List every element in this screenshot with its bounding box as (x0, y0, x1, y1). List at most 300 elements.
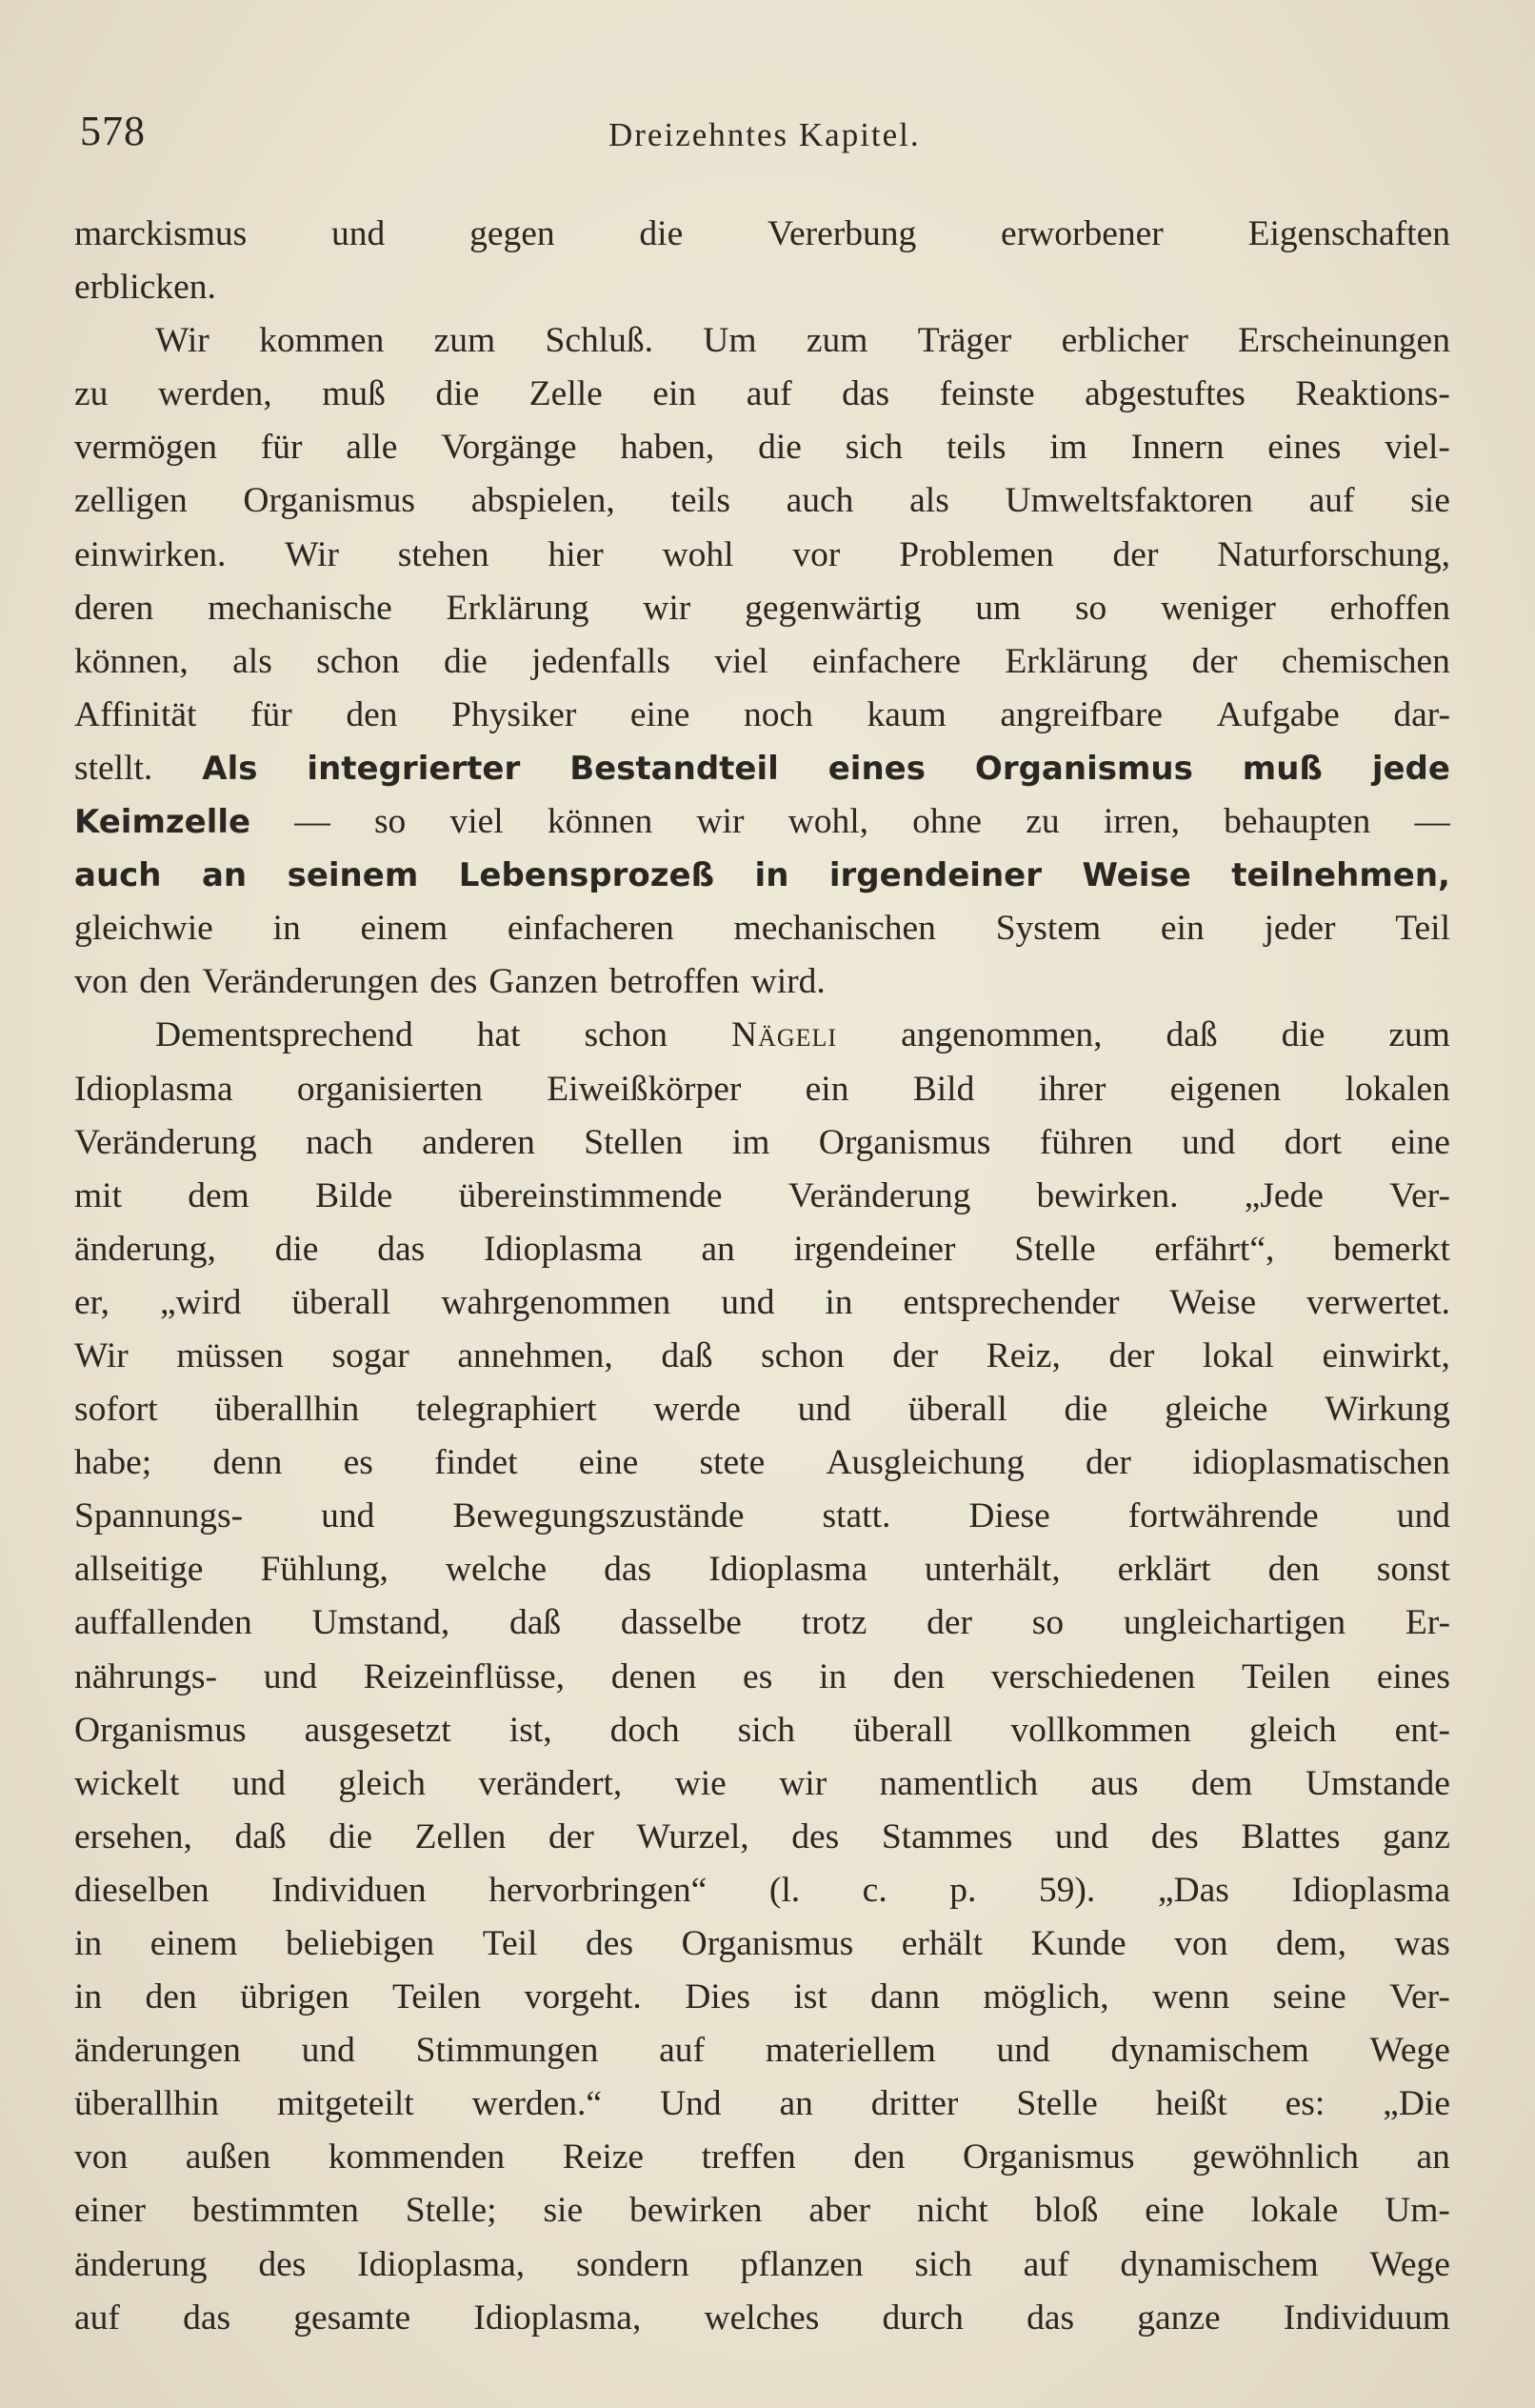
word: Wege (1369, 2031, 1450, 2071)
word: Affinität (74, 694, 197, 734)
word: teils (670, 481, 730, 521)
word: und (1396, 1496, 1450, 1536)
word: und (996, 2031, 1050, 2071)
text-line (74, 635, 1450, 689)
text-line (74, 2292, 1450, 2345)
text-line (74, 1436, 1450, 1490)
word: mechanische (208, 588, 392, 628)
word: erblicken. (74, 268, 216, 308)
word: des (258, 2244, 307, 2284)
word: ent- (1394, 1710, 1450, 1750)
word: ein (652, 374, 697, 414)
word: wenn (1152, 1977, 1230, 2017)
word: kommenden (328, 2137, 506, 2177)
word: pflanzen (740, 2244, 864, 2284)
word: Fühlung, (260, 1550, 389, 1590)
text-line (74, 582, 1450, 635)
word: wir (779, 1763, 827, 1803)
word: an (779, 2084, 813, 2124)
word: ersehen, (74, 1816, 192, 1856)
word: Zelle (528, 374, 603, 414)
text-line (74, 1757, 1450, 1811)
word: Dementsprechend (155, 1015, 413, 1055)
word: dynamischem (1120, 2244, 1319, 2284)
word: zum (806, 321, 868, 361)
word: Diese (968, 1496, 1050, 1536)
word: gegenwärtig (745, 588, 922, 628)
word: jedenfalls (531, 641, 670, 681)
word: Erklärung (1005, 641, 1148, 681)
word: fortwährende (1127, 1496, 1319, 1536)
word: vorgeht. (524, 1977, 642, 2017)
word: den (139, 962, 191, 1002)
word: sondern (575, 2244, 689, 2284)
word: sonst (1376, 1550, 1450, 1590)
word: betroffen (608, 962, 740, 1002)
word: in (754, 856, 789, 895)
word: nach (305, 1122, 373, 1162)
word: dort (1284, 1122, 1343, 1162)
word: eines (1376, 1656, 1450, 1696)
word: zu (74, 374, 109, 414)
text-line (74, 955, 1450, 1009)
word: Veränderungen (202, 962, 419, 1002)
word: Physiker (451, 694, 577, 734)
word: vor (792, 534, 841, 574)
text-line (74, 1811, 1450, 1864)
word: einwirken. (74, 534, 227, 574)
word: Reize (562, 2137, 645, 2177)
word: Organismus (962, 2137, 1135, 2177)
word: treffen (701, 2137, 796, 2177)
word: gegen (469, 214, 555, 253)
page-number: 578 (80, 108, 146, 154)
word: Vererbung (768, 214, 917, 253)
word: erklärt (1117, 1550, 1211, 1590)
word: werde (653, 1390, 741, 1430)
word: erworbener (1001, 214, 1164, 253)
word: der (1086, 1443, 1131, 1483)
word: wohl (662, 534, 734, 574)
word: nicht (916, 2191, 988, 2231)
word: daß (1166, 1015, 1218, 1055)
word: habe; (74, 1443, 152, 1483)
word: Kunde (1030, 1924, 1126, 1963)
word: einwirkt, (1322, 1335, 1450, 1375)
word: Organismus (74, 1710, 247, 1750)
word: das (604, 1550, 652, 1590)
word: kommen (259, 321, 385, 361)
word: überall (853, 1710, 953, 1750)
word: angreifbare (1000, 694, 1164, 734)
word: ein (805, 1069, 849, 1109)
word: trotz (801, 1603, 867, 1643)
word: viel- (1385, 428, 1450, 468)
word: abspielen, (470, 481, 615, 521)
word: organisierten (296, 1069, 483, 1109)
word: für (260, 428, 303, 468)
word: von (74, 962, 129, 1002)
word: chemischen (1281, 641, 1450, 681)
word: telegraphiert (416, 1390, 597, 1430)
text-line (74, 1704, 1450, 1757)
text-line (74, 2238, 1450, 2292)
word: wir (643, 588, 691, 628)
word: überallhin (74, 2084, 220, 2124)
word: Weise (1082, 856, 1191, 895)
text-line (74, 1596, 1450, 1650)
word: auf (1023, 2244, 1069, 2284)
word: als (232, 641, 272, 681)
word: unterhält, (924, 1550, 1061, 1590)
word: entsprechender (903, 1282, 1120, 1322)
word: wird. (750, 962, 826, 1002)
word: deren (74, 588, 154, 628)
word: teilnehmen, (1231, 856, 1450, 895)
text-line (74, 1223, 1450, 1276)
word: Eigenschaften (1247, 214, 1450, 253)
word: 59). (1038, 1870, 1096, 1910)
word: ein (1160, 909, 1205, 949)
word: feinste (939, 374, 1035, 414)
word: Bestandteil (569, 749, 779, 788)
word: lokale (1250, 2191, 1339, 2231)
word: Reizeinflüsse, (363, 1656, 566, 1696)
word: namentlich (879, 1763, 1039, 1803)
word: verwertet. (1306, 1282, 1450, 1322)
word: und (797, 1390, 851, 1430)
word: noch (743, 694, 813, 734)
word: seinem (287, 856, 419, 895)
word: gewöhnlich (1192, 2137, 1359, 2177)
word: die (1281, 1015, 1326, 1055)
word: dritter (870, 2084, 959, 2124)
word: bloß (1034, 2191, 1099, 2231)
word: zelligen (74, 481, 188, 521)
word: den (892, 1656, 946, 1696)
word: des (429, 962, 478, 1002)
word: materiellem (765, 2031, 936, 2071)
word: gleichwie (74, 909, 213, 949)
word: einem (360, 909, 449, 949)
word: von (74, 2137, 129, 2177)
text-line (74, 1330, 1450, 1383)
word: eines (827, 749, 926, 788)
word: gleich (1248, 1710, 1337, 1750)
word: Idioplasma, (473, 2298, 642, 2338)
text-line (74, 795, 1450, 849)
word: „Das (1157, 1870, 1229, 1910)
word: alle (346, 428, 398, 468)
word: den (145, 1977, 197, 2017)
word: Eiweißkörper (547, 1069, 742, 1109)
word: kaum (867, 694, 947, 734)
word: findet (434, 1443, 518, 1483)
word: hervorbringen“ (488, 1870, 708, 1910)
word: änderung, (74, 1229, 216, 1269)
word: der (1112, 534, 1159, 574)
word: als (909, 481, 949, 521)
text-line (74, 742, 1450, 795)
word: Stammes (881, 1816, 1013, 1856)
word: aus (1090, 1763, 1139, 1803)
word: bewirken (629, 2191, 763, 2231)
word: bemerkt (1333, 1229, 1450, 1269)
word: mechanischen (733, 909, 936, 949)
word: „Jede (1244, 1175, 1324, 1215)
word: dann (870, 1977, 941, 2017)
word: und (1054, 1816, 1109, 1856)
word: seine (1272, 1977, 1346, 2017)
text-line (74, 1009, 1450, 1062)
word: mitgeteilt (276, 2084, 414, 2124)
word: auf (746, 374, 792, 414)
running-head: Dreizehntes Kapitel. (608, 116, 921, 153)
text-line (74, 689, 1450, 742)
word: in (825, 1282, 853, 1322)
word: was (1394, 1924, 1450, 1963)
text-line (74, 1543, 1450, 1596)
word: auf (74, 2298, 120, 2338)
word: sich (914, 2244, 972, 2284)
word: änderungen (74, 2031, 241, 2071)
word: änderung (74, 2244, 208, 2284)
word: Blattes (1241, 1816, 1341, 1856)
word: im (1049, 428, 1087, 468)
word: zum (1388, 1015, 1450, 1055)
text-line (74, 1383, 1450, 1436)
word: abgestuftes (1085, 374, 1246, 414)
word: Stellen (584, 1122, 684, 1162)
word: stete (699, 1443, 766, 1483)
word: welche (445, 1550, 548, 1590)
word: Teil (482, 1924, 538, 1963)
word: Reiz, (986, 1335, 1061, 1375)
word: sogar (331, 1335, 409, 1375)
word: zum (433, 321, 496, 361)
word: eine (578, 1443, 639, 1483)
word: hier (548, 534, 604, 574)
word: den (853, 2137, 906, 2177)
word: erhält (901, 1924, 984, 1963)
word: idioplasmatischen (1192, 1443, 1450, 1483)
text-line (74, 1276, 1450, 1330)
word: denn (212, 1443, 283, 1483)
word: sich (737, 1710, 796, 1750)
word: die (329, 1816, 373, 1856)
word: übereinstimmende (458, 1175, 723, 1215)
word: so (373, 802, 407, 842)
word: die (639, 214, 684, 253)
word: weniger (1161, 588, 1276, 628)
word: Organismus (243, 481, 415, 521)
word: einfacheren (507, 909, 674, 949)
word: die (758, 428, 802, 468)
word: viel (714, 641, 768, 681)
word: Umstande (1305, 1763, 1450, 1803)
word: wohl, (787, 802, 868, 842)
word: Idioplasma (74, 1069, 233, 1109)
word: einfachere (811, 641, 961, 681)
word: daß (508, 1603, 562, 1643)
word: der (1191, 641, 1238, 681)
word: zu (1026, 802, 1060, 842)
word: schon (761, 1335, 845, 1375)
word: Ver- (1389, 1175, 1450, 1215)
word: des (791, 1816, 840, 1856)
word: (l. (768, 1870, 801, 1910)
word: hat (476, 1015, 521, 1055)
word: ganze (1137, 2298, 1221, 2338)
word: überall (907, 1390, 1007, 1430)
word: dasselbe (620, 1603, 742, 1643)
word: sofort (74, 1390, 158, 1430)
word: Stelle (1014, 1229, 1096, 1269)
word: Veränderung (74, 1122, 257, 1162)
word: verschiedenen (990, 1656, 1196, 1696)
word: das (183, 2298, 231, 2338)
word: marckismus (74, 214, 248, 253)
word: Lebensprozeß (458, 856, 715, 895)
word: ist (793, 1977, 827, 2017)
word: Naturforschung, (1217, 534, 1450, 574)
text-line (74, 2077, 1450, 2131)
text-line (74, 1170, 1450, 1223)
word: er, (74, 1282, 110, 1322)
word: Wir (285, 534, 339, 574)
word: heißt (1155, 2084, 1227, 2124)
word: Ganzen (488, 962, 598, 1002)
word: nährungs- (74, 1656, 217, 1696)
word: „wird (159, 1282, 242, 1322)
word: dynamischem (1110, 2031, 1309, 2071)
word: Organismus (974, 749, 1193, 788)
word: Dies (685, 1977, 750, 2017)
word: so (1031, 1603, 1065, 1643)
word: wickelt (74, 1763, 180, 1803)
word: übrigen (240, 1977, 349, 2017)
word: irgendeiner (793, 1229, 956, 1269)
word: Veränderung (787, 1175, 971, 1215)
word: müssen (176, 1335, 284, 1375)
word: es (743, 1656, 773, 1696)
word: es: (1285, 2084, 1326, 2124)
word: System (995, 909, 1102, 949)
word: Teilen (392, 1977, 482, 2017)
word: ist, (508, 1710, 552, 1750)
word: vermögen (74, 428, 217, 468)
word: bewirken. (1036, 1175, 1179, 1215)
word: verändert, (478, 1763, 623, 1803)
word: Um (703, 321, 757, 361)
word: beliebigen (285, 1924, 435, 1963)
word: werden, (157, 374, 272, 414)
text-line (74, 314, 1450, 368)
word: anderen (422, 1122, 535, 1162)
word: — (294, 802, 330, 842)
word: muß (1242, 749, 1323, 788)
word: in (819, 1656, 847, 1696)
text-line (74, 2131, 1450, 2184)
word: der (927, 1603, 973, 1643)
word: und (321, 1496, 375, 1536)
word: daß (661, 1335, 713, 1375)
word: überall (291, 1282, 391, 1322)
word: Erklärung (446, 588, 589, 628)
word: an (201, 856, 248, 895)
word: das (377, 1229, 426, 1269)
word: c. (862, 1870, 887, 1910)
word: die (443, 641, 488, 681)
word: Stelle (1016, 2084, 1098, 2124)
word: Wir (155, 321, 209, 361)
text-line (74, 368, 1450, 421)
word: bestimmten (191, 2191, 359, 2231)
word: ungleichartigen (1123, 1603, 1346, 1643)
word: des (586, 1924, 634, 1963)
word: denen (610, 1656, 697, 1696)
word: lokalen (1345, 1069, 1450, 1109)
word: Zellen (414, 1816, 507, 1856)
word: der (1108, 1335, 1155, 1375)
word: Aufgabe (1216, 694, 1340, 734)
word: und (263, 1656, 317, 1696)
word: an (701, 1229, 735, 1269)
word: Ver- (1389, 1977, 1450, 2017)
word: auf (659, 2031, 705, 2071)
word: Reaktions- (1295, 374, 1450, 414)
word: es (343, 1443, 373, 1483)
word: auffallenden (74, 1603, 252, 1643)
word: eigenen (1169, 1069, 1282, 1109)
word: auch (74, 856, 162, 895)
word: außen (185, 2137, 271, 2177)
word: Umstand, (311, 1603, 450, 1643)
word: lokal (1202, 1335, 1274, 1375)
word: Schluß. (545, 321, 654, 361)
text-line (74, 2184, 1450, 2237)
word: und (331, 214, 386, 253)
word: Erscheinungen (1238, 321, 1450, 361)
word: können (547, 802, 653, 842)
word: Wege (1369, 2244, 1450, 2284)
word: der (548, 1816, 594, 1856)
word: Stelle; (405, 2191, 497, 2231)
text-line (74, 902, 1450, 955)
word: sich (845, 428, 904, 468)
word: in (272, 909, 301, 949)
text-line (74, 208, 1450, 261)
word: Bilde (315, 1175, 393, 1215)
word: wie (674, 1763, 727, 1803)
word: den (346, 694, 398, 734)
word: p. (949, 1870, 977, 1910)
word: Idioplasma (483, 1229, 643, 1269)
word: können, (74, 641, 189, 681)
word: für (250, 694, 292, 734)
word: Vorgänge (441, 428, 577, 468)
word: angenommen, (901, 1015, 1103, 1055)
word: Idioplasma (708, 1550, 867, 1590)
word: Wirkung (1325, 1390, 1450, 1430)
word: irgendeiner (828, 856, 1042, 895)
word: doch (609, 1710, 680, 1750)
word: Umweltsfaktoren (1005, 481, 1253, 521)
word: auf (1308, 481, 1355, 521)
word: in (74, 1977, 103, 2017)
word: Träger (917, 321, 1012, 361)
word: Weise (1169, 1282, 1257, 1322)
